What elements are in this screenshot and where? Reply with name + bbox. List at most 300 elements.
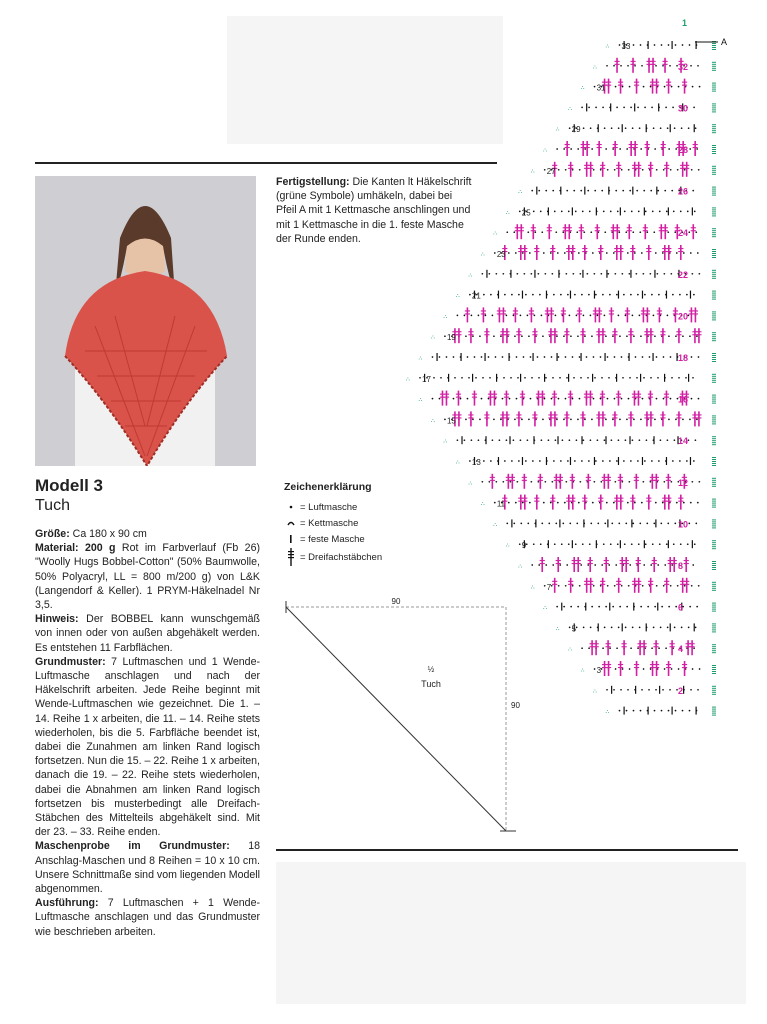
chain-dot xyxy=(551,481,553,483)
chain-dot xyxy=(670,273,672,275)
triple-crochet-bar xyxy=(645,310,650,311)
edge-mark xyxy=(712,482,716,483)
chain-dot xyxy=(588,647,590,649)
triple-crochet-mark xyxy=(691,224,696,239)
triple-crochet-mark xyxy=(636,578,641,593)
chain-dot xyxy=(593,398,595,400)
edge-mark xyxy=(712,66,716,67)
single-crochet-mark xyxy=(670,124,671,132)
chain-dot xyxy=(642,356,644,358)
triple-crochet-bar xyxy=(654,667,659,668)
gauge-text: 18 Anschlag-Maschen und 8 Reihen = 10 x 10 cm. Unsere Schnittmaße sind vom liegenden Modell abgenommen. xyxy=(35,840,261,896)
chain-dot xyxy=(471,315,473,317)
chain-dot xyxy=(667,439,669,441)
single-crochet-mark xyxy=(558,270,559,278)
triple-crochet-mark xyxy=(618,495,623,510)
chain-dot xyxy=(483,460,485,462)
edge-mark xyxy=(712,332,716,333)
chain-dot xyxy=(613,252,615,254)
triple-crochet-bar xyxy=(605,643,610,644)
triple-crochet-bar xyxy=(586,477,591,478)
triple-crochet-stem xyxy=(595,307,597,322)
single-crochet-mark xyxy=(616,374,617,382)
diagram-fraction: ½ xyxy=(427,665,435,674)
chain-dot xyxy=(641,502,643,504)
edge-mark xyxy=(712,87,716,88)
triple-crochet-bar xyxy=(646,501,651,502)
single-crochet-mark xyxy=(655,519,656,527)
chain-dot xyxy=(479,419,481,421)
edge-mark xyxy=(712,673,716,674)
row-number-right: 22 xyxy=(678,269,689,280)
edge-mark xyxy=(712,107,716,108)
chain-dot xyxy=(552,190,554,192)
chain-dot xyxy=(544,273,546,275)
triple-crochet-bar xyxy=(556,560,561,561)
chain-dot xyxy=(697,65,699,67)
single-crochet-mark xyxy=(668,540,669,548)
single-crochet-mark xyxy=(534,270,535,278)
chain-dot xyxy=(488,398,490,400)
chain-dot xyxy=(645,543,647,545)
edge-mark xyxy=(712,652,716,653)
chain-dot xyxy=(566,377,568,379)
triple-crochet-bar xyxy=(654,477,659,478)
single-crochet-mark xyxy=(690,457,691,465)
chain-dot xyxy=(657,190,659,192)
chain-dot xyxy=(569,627,571,629)
triple-crochet-bar xyxy=(556,563,561,564)
chain-dot xyxy=(629,86,631,88)
triple-crochet-stem xyxy=(503,307,505,322)
row-number-right: 2 xyxy=(678,685,684,696)
chain-dot xyxy=(684,585,686,587)
triple-crochet-bar xyxy=(552,331,557,332)
triple-crochet-bar xyxy=(693,313,698,314)
chain-dot xyxy=(590,523,592,525)
triple-crochet-bar xyxy=(664,165,669,166)
triple-crochet-stem xyxy=(673,557,675,572)
chain-dot xyxy=(619,419,621,421)
chain-dot xyxy=(630,294,632,296)
chain-dot xyxy=(589,211,591,213)
single-crochet-mark xyxy=(596,540,597,548)
edge-mark xyxy=(712,382,716,383)
chain-dot xyxy=(613,65,615,67)
chain-dot xyxy=(587,564,589,566)
chain-dot xyxy=(649,273,651,275)
edge-mark xyxy=(712,395,716,396)
chain-dot xyxy=(527,315,529,317)
triple-crochet-mark xyxy=(618,245,623,260)
chain-dot xyxy=(681,627,683,629)
chain-dot xyxy=(584,148,586,150)
triple-crochet-mark xyxy=(456,411,461,426)
edge-mark xyxy=(712,195,716,196)
single-crochet-mark xyxy=(642,457,643,465)
row-number-left: 11 xyxy=(496,499,506,509)
triple-crochet-stem xyxy=(655,640,657,655)
triple-crochet-bar xyxy=(654,480,659,481)
chain-dot xyxy=(660,127,662,129)
row-number-left: 15 xyxy=(446,416,456,426)
chain-dot xyxy=(576,315,578,317)
edge-mark xyxy=(712,399,716,400)
triple-crochet-bar xyxy=(540,563,545,564)
triple-crochet-bar xyxy=(600,334,605,335)
triple-crochet-stem xyxy=(648,245,650,260)
chain-dot xyxy=(680,211,682,213)
triple-crochet-bar xyxy=(534,251,539,252)
triple-crochet-mark xyxy=(566,495,571,510)
chain-dot xyxy=(577,335,579,337)
chain-dot xyxy=(668,335,670,337)
triple-crochet-stem xyxy=(639,640,641,655)
chain-dot xyxy=(552,377,554,379)
chain-dot xyxy=(666,543,668,545)
edge-mark: ∴ xyxy=(418,356,423,362)
chain-dot xyxy=(552,564,554,566)
edge-mark xyxy=(712,611,716,612)
single-crochet-mark xyxy=(688,374,689,382)
chain-dot xyxy=(567,460,569,462)
triple-crochet-bar xyxy=(465,310,470,311)
chain-dot xyxy=(521,419,523,421)
chain-dot xyxy=(506,523,508,525)
triple-crochet-stem xyxy=(570,162,572,177)
chain-dot xyxy=(511,294,513,296)
triple-crochet-mark xyxy=(660,328,665,343)
single-crochet-mark xyxy=(584,187,585,195)
chain-dot xyxy=(543,502,545,504)
single-crochet-mark xyxy=(642,291,643,299)
edge-mark xyxy=(712,590,716,591)
edge-mark xyxy=(712,174,716,175)
chain-dot xyxy=(569,315,571,317)
chain-dot xyxy=(593,356,595,358)
edge-mark xyxy=(712,338,716,339)
triple-crochet-mark xyxy=(597,141,602,156)
single-crochet-mark xyxy=(648,707,649,715)
triple-crochet-bar xyxy=(634,82,639,83)
triple-crochet-stem xyxy=(589,557,591,572)
triple-crochet-bar xyxy=(561,313,566,314)
chain-dot xyxy=(695,127,697,129)
chain-dot xyxy=(686,460,688,462)
triple-crochet-stem xyxy=(612,224,614,239)
chain-dot xyxy=(603,211,605,213)
edge-mark xyxy=(712,276,716,277)
chain-dot xyxy=(471,439,473,441)
chain-dot xyxy=(629,564,631,566)
chain-dot xyxy=(624,211,626,213)
triple-crochet-bar xyxy=(552,417,557,418)
chain-dot xyxy=(629,377,631,379)
triple-crochet-bar xyxy=(636,168,641,169)
triple-crochet-bar xyxy=(570,251,575,252)
triple-crochet-bar xyxy=(618,85,623,86)
chain-dot xyxy=(584,419,586,421)
triple-crochet-stem xyxy=(691,640,693,655)
triple-crochet-mark xyxy=(548,328,553,343)
chain-dot xyxy=(469,460,471,462)
triple-crochet-bar xyxy=(580,417,585,418)
edge-mark xyxy=(712,251,716,252)
triple-crochet-mark xyxy=(589,640,594,655)
chain-dot xyxy=(563,335,565,337)
edge-mark xyxy=(712,438,716,439)
triple-crochet-mark xyxy=(663,224,668,239)
triple-crochet-mark xyxy=(532,328,537,343)
chain-dot xyxy=(530,273,532,275)
edge-mark xyxy=(712,234,716,235)
chain-dot xyxy=(653,523,655,525)
triple-crochet-stem xyxy=(648,495,650,510)
single-crochet-mark xyxy=(657,603,658,611)
triple-crochet-mark xyxy=(653,640,658,655)
triple-crochet-bar xyxy=(552,334,557,335)
triple-crochet-bar xyxy=(654,664,659,665)
chain-dot xyxy=(562,439,564,441)
chain-dot xyxy=(472,419,474,421)
chain-dot xyxy=(661,606,663,608)
triple-crochet-mark xyxy=(669,640,674,655)
chain-dot xyxy=(690,502,692,504)
single-crochet-mark xyxy=(544,374,545,382)
chart-row xyxy=(456,457,716,466)
chain-dot xyxy=(570,606,572,608)
triple-crochet-mark xyxy=(644,411,649,426)
chain-dot xyxy=(595,460,597,462)
chain-dot xyxy=(572,169,574,171)
triple-crochet-stem xyxy=(632,58,634,73)
triple-crochet-mark xyxy=(636,162,641,177)
chain-dot xyxy=(597,439,599,441)
triple-crochet-bar xyxy=(532,414,537,415)
chain-dot xyxy=(461,377,463,379)
triple-crochet-stem xyxy=(516,224,518,239)
chain-dot xyxy=(678,86,680,88)
triple-crochet-stem xyxy=(616,58,618,73)
edge-mark xyxy=(712,546,716,547)
triple-crochet-bar xyxy=(597,313,602,314)
edge-mark xyxy=(712,444,716,445)
chain-dot xyxy=(689,44,691,46)
chain-dot xyxy=(679,294,681,296)
triple-crochet-bar xyxy=(597,310,602,311)
chain-dot xyxy=(522,502,524,504)
triple-crochet-stem xyxy=(566,411,568,426)
chain-dot xyxy=(616,107,618,109)
single-crochet-mark xyxy=(582,270,583,278)
chain-dot xyxy=(640,148,642,150)
edge-mark xyxy=(712,315,716,316)
chain-dot xyxy=(495,481,497,483)
chain-dot xyxy=(675,606,677,608)
row-number-right: 14 xyxy=(678,436,689,447)
triple-crochet-mark xyxy=(666,79,671,94)
chain-dot xyxy=(537,273,539,275)
edge-mark xyxy=(712,548,716,549)
triple-crochet-bar xyxy=(616,168,621,169)
chart-row xyxy=(531,162,716,177)
triple-crochet-stem xyxy=(647,307,649,322)
chain-dot xyxy=(557,252,559,254)
triple-crochet-stem xyxy=(598,411,600,426)
edge-mark: ∴ xyxy=(505,543,510,550)
row-number-right: 10 xyxy=(678,519,689,530)
chain-dot xyxy=(481,398,483,400)
single-crochet-mark xyxy=(670,623,671,631)
chain-dot xyxy=(580,190,582,192)
triple-crochet-bar xyxy=(577,313,582,314)
edge-mark xyxy=(712,149,716,150)
edge-mark xyxy=(712,461,716,462)
chain-dot xyxy=(601,564,603,566)
material-label: Material: 200 g xyxy=(35,542,116,555)
chain-dot xyxy=(550,502,552,504)
chain-dot xyxy=(682,335,684,337)
chain-dot xyxy=(689,335,691,337)
triple-crochet-bar xyxy=(513,313,518,314)
chain-dot xyxy=(611,439,613,441)
chain-dot xyxy=(567,294,569,296)
chain-dot xyxy=(695,627,697,629)
triple-crochet-stem xyxy=(608,661,610,676)
edge-mark xyxy=(712,715,716,716)
triple-crochet-stem xyxy=(636,661,638,676)
triple-crochet-bar xyxy=(522,480,527,481)
triple-crochet-stem xyxy=(538,391,540,406)
chain-dot xyxy=(572,356,574,358)
triple-crochet-bar xyxy=(682,664,687,665)
chain-dot xyxy=(642,273,644,275)
chain-dot xyxy=(597,315,599,317)
chain-dot xyxy=(479,335,481,337)
edge-mark xyxy=(712,603,716,604)
triple-crochet-mark xyxy=(645,141,650,156)
chain-dot xyxy=(651,294,653,296)
chain-dot xyxy=(689,419,691,421)
edge-mark xyxy=(712,291,716,292)
triple-crochet-icon xyxy=(284,547,298,567)
triple-crochet-stem xyxy=(586,391,588,406)
triple-crochet-mark xyxy=(440,391,445,406)
triple-crochet-bar xyxy=(645,147,650,148)
triple-crochet-stem xyxy=(620,245,622,260)
chain-dot xyxy=(644,460,646,462)
triple-crochet-bar xyxy=(468,331,473,332)
edge-mark: ∴ xyxy=(518,189,523,196)
triple-crochet-mark xyxy=(529,307,534,322)
edge-mark xyxy=(712,540,716,541)
edge-mark xyxy=(712,686,716,687)
triple-crochet-bar xyxy=(666,248,671,249)
triple-crochet-bar xyxy=(661,147,666,148)
chain-dot xyxy=(691,273,693,275)
chain-dot xyxy=(517,377,519,379)
triple-crochet-mark xyxy=(545,307,550,322)
triple-crochet-bar xyxy=(468,334,473,335)
single-crochet-mark xyxy=(594,291,595,299)
chain-dot xyxy=(583,127,585,129)
chain-dot xyxy=(551,273,553,275)
triple-crochet-stem xyxy=(492,474,494,489)
triple-crochet-stem xyxy=(664,224,666,239)
triple-crochet-bar xyxy=(570,248,575,249)
triple-crochet-mark xyxy=(620,557,625,572)
chain-dot xyxy=(589,543,591,545)
chain-dot xyxy=(556,335,558,337)
triple-crochet-bar xyxy=(456,334,461,335)
triple-crochet-bar xyxy=(504,417,509,418)
chain-dot xyxy=(516,356,518,358)
chain-dot xyxy=(625,523,627,525)
triple-crochet-bar xyxy=(568,165,573,166)
triple-crochet-stem xyxy=(568,495,570,510)
edge-mark xyxy=(712,340,716,341)
triple-crochet-mark xyxy=(593,640,598,655)
chain-dot xyxy=(643,190,645,192)
chain-dot xyxy=(687,211,689,213)
triple-crochet-mark xyxy=(582,245,587,260)
single-crochet-mark xyxy=(572,540,573,548)
triple-crochet-mark xyxy=(660,411,665,426)
triple-crochet-bar xyxy=(579,227,584,228)
triple-crochet-stem xyxy=(652,661,654,676)
chain-dot xyxy=(615,668,617,670)
chain-dot xyxy=(663,356,665,358)
triple-crochet-mark xyxy=(582,495,587,510)
edge-mark xyxy=(712,213,716,214)
chain-dot xyxy=(621,356,623,358)
triple-crochet-stem xyxy=(604,474,606,489)
triple-crochet-bar xyxy=(484,331,489,332)
chain-dot xyxy=(453,398,455,400)
triple-crochet-stem xyxy=(623,640,625,655)
triple-crochet-stem xyxy=(691,307,693,322)
triple-crochet-bar xyxy=(689,643,694,644)
triple-crochet-bar xyxy=(696,334,701,335)
chain-dot xyxy=(658,647,660,649)
triple-crochet-bar xyxy=(516,417,521,418)
chain-dot xyxy=(591,148,593,150)
chain-dot xyxy=(605,606,607,608)
chain-dot xyxy=(444,419,446,421)
chain-dot xyxy=(551,356,553,358)
start-label: 1 xyxy=(682,18,688,28)
triple-crochet-mark xyxy=(484,328,489,343)
legend-label: = Kettmasche xyxy=(300,517,359,529)
single-crochet-mark xyxy=(646,124,647,132)
chain-dot xyxy=(693,647,695,649)
triple-crochet-bar xyxy=(689,646,694,647)
chain-dot xyxy=(663,169,665,171)
single-crochet-mark xyxy=(633,603,634,611)
triple-crochet-stem xyxy=(602,162,604,177)
triple-crochet-mark xyxy=(664,578,669,593)
chain-dot xyxy=(609,647,611,649)
chain-dot xyxy=(699,86,701,88)
chain-dot xyxy=(668,148,670,150)
chain-dot xyxy=(515,252,517,254)
chain-dot xyxy=(639,231,641,233)
triple-crochet-stem xyxy=(554,328,556,343)
triple-crochet-bar xyxy=(582,248,587,249)
triple-crochet-stem xyxy=(643,640,645,655)
chain-dot xyxy=(674,127,676,129)
triple-crochet-stem xyxy=(483,307,485,322)
